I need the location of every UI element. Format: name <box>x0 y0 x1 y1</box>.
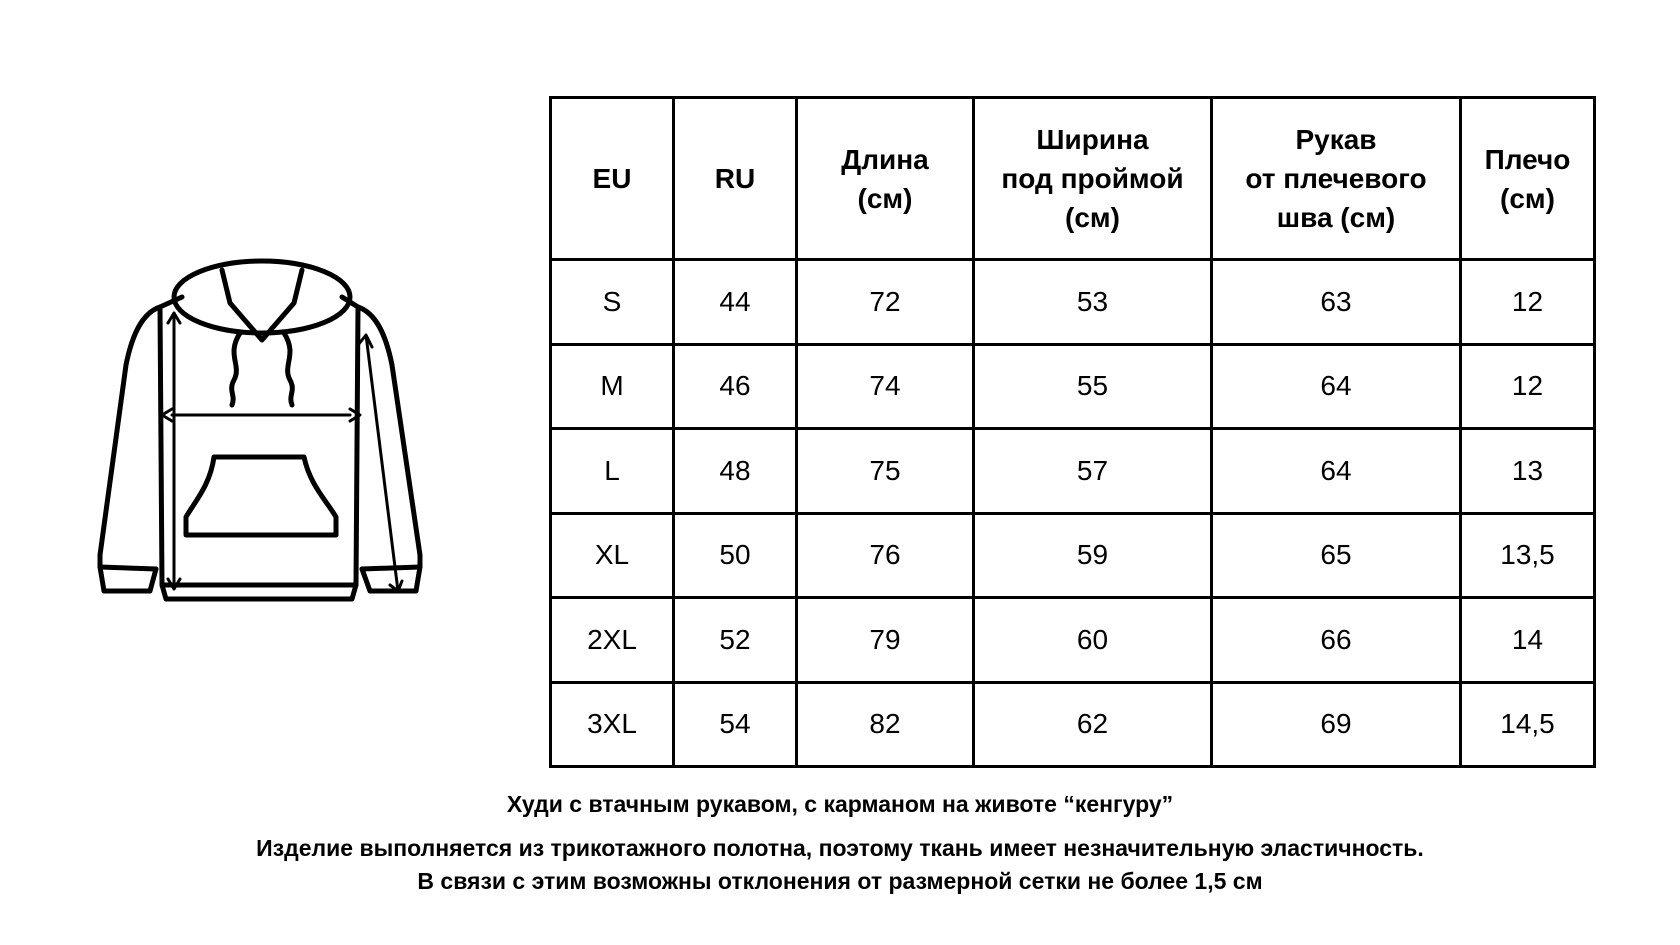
cell-length: 75 <box>797 429 974 514</box>
left-sleeve <box>100 307 160 569</box>
elasticity-note: Изделие выполняется из трикотажного полотна, поэтому ткань имеет незначительную эластичность. <box>256 835 1424 861</box>
table-row <box>551 598 1595 683</box>
header-ru: RU <box>674 98 797 260</box>
cell-length: 72 <box>797 260 974 345</box>
cell-width: 60 <box>974 598 1212 683</box>
cell-shoulder: 12 <box>1461 344 1595 429</box>
hood-outline <box>174 261 350 333</box>
cell-eu: M <box>551 344 674 429</box>
cell-ru: 46 <box>674 344 797 429</box>
cell-length: 82 <box>797 682 974 767</box>
cell-shoulder: 14,5 <box>1461 682 1595 767</box>
cell-width: 57 <box>974 429 1212 514</box>
cell-sleeve: 64 <box>1212 429 1461 514</box>
cell-width: 53 <box>974 260 1212 345</box>
header-eu: EU <box>551 98 674 260</box>
table-row <box>551 260 1595 345</box>
size-chart-table <box>549 96 1596 768</box>
drawstring-left <box>232 333 240 405</box>
kangaroo-pocket <box>186 457 336 535</box>
cell-ru: 48 <box>674 429 797 514</box>
header-length: Длина (см) <box>797 98 974 260</box>
cell-length: 79 <box>797 598 974 683</box>
header-sleeve: Рукав от плечевого шва (см) <box>1212 98 1461 260</box>
cell-width: 59 <box>974 513 1212 598</box>
tolerance-note: В связи с этим возможны отклонения от размерной сетки не более 1,5 см <box>417 868 1263 894</box>
cell-width: 55 <box>974 344 1212 429</box>
table-row <box>551 344 1595 429</box>
cell-sleeve: 64 <box>1212 344 1461 429</box>
cell-ru: 44 <box>674 260 797 345</box>
table-header-row <box>551 98 1595 260</box>
drawstring-right <box>284 333 292 405</box>
header-width-under-armhole: Ширина под проймой (см) <box>974 98 1212 260</box>
cell-ru: 54 <box>674 682 797 767</box>
cell-sleeve: 65 <box>1212 513 1461 598</box>
cell-eu: L <box>551 429 674 514</box>
cell-eu: XL <box>551 513 674 598</box>
hoodie-icon <box>90 255 440 605</box>
cell-shoulder: 14 <box>1461 598 1595 683</box>
width-arrow <box>162 409 360 421</box>
cell-length: 74 <box>797 344 974 429</box>
cell-eu: 3XL <box>551 682 674 767</box>
cell-sleeve: 63 <box>1212 260 1461 345</box>
table-row <box>551 513 1595 598</box>
cell-eu: 2XL <box>551 598 674 683</box>
cell-width: 62 <box>974 682 1212 767</box>
table-row <box>551 682 1595 767</box>
cell-shoulder: 12 <box>1461 260 1595 345</box>
cell-length: 76 <box>797 513 974 598</box>
hoodie-illustration <box>90 255 440 605</box>
cell-sleeve: 69 <box>1212 682 1461 767</box>
cell-eu: S <box>551 260 674 345</box>
cell-ru: 52 <box>674 598 797 683</box>
cell-sleeve: 66 <box>1212 598 1461 683</box>
cell-ru: 50 <box>674 513 797 598</box>
length-arrow <box>168 313 180 589</box>
cell-shoulder: 13,5 <box>1461 513 1595 598</box>
table-row <box>551 429 1595 514</box>
header-shoulder: Плечо (см) <box>1461 98 1595 260</box>
cell-shoulder: 13 <box>1461 429 1595 514</box>
product-description: Худи с втачным рукавом, с карманом на животе “кенгуру” <box>506 791 1174 817</box>
